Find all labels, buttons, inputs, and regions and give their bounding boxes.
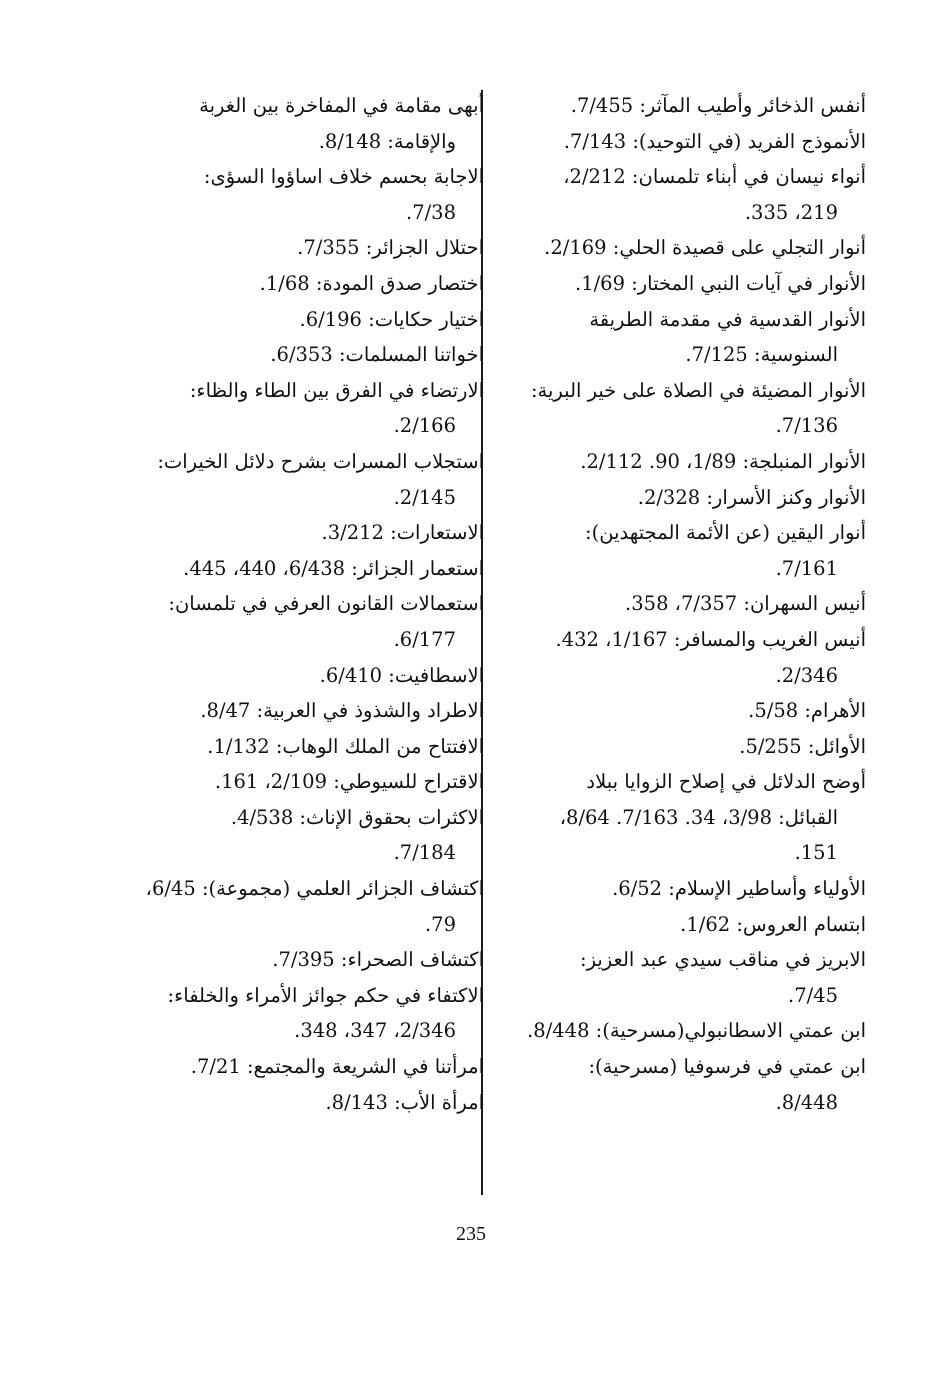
index-entry (122, 444, 484, 515)
index-entry-title: اكتشاف الصحراء: 7/395. (272, 948, 484, 972)
index-entry (122, 302, 484, 338)
index-entry-title: أنوار التجلي على قصيدة الحلي: 2/169. (544, 236, 866, 260)
index-entry (122, 871, 484, 942)
index-entry (498, 480, 866, 516)
page-number: 235 (456, 1223, 486, 1245)
index-entry (498, 266, 866, 302)
index-entry-title: ابن عمتي في فرسوفيا (مسرحية): (588, 1055, 866, 1079)
index-entry-continuation: والإقامة: 8/148. (318, 129, 456, 153)
index-entry-title: الاقتراح للسيوطي: 2/109، 161. (214, 770, 484, 794)
index-entry-continuation: 2/346، 347، 348. (294, 1019, 456, 1043)
index-entry (122, 764, 484, 800)
index-entry-title: الأنوار المضيئة في الصلاة على خير البرية: (530, 378, 866, 402)
index-entry-title: الاستعارات: 3/212. (321, 521, 484, 545)
index-entry-title: أنفس الذخائر وأطيب المآثر: 7/455. (570, 94, 866, 117)
index-entry-title: استجلاب المسرات بشرح دلائل الخيرات: (157, 449, 484, 473)
index-entry (498, 907, 866, 943)
index-entry (498, 871, 866, 907)
index-entry-title: أوضح الدلائل في إصلاح الزوايا ببلاد (586, 770, 866, 794)
index-entry-continuation: 7/45. (788, 983, 838, 1007)
index-entry-title: أبهى مقامة في المفاخرة بين الغربة (199, 94, 484, 117)
index-entry-title: استعمار الجزائر: 6/438، 440، 445. (183, 556, 484, 580)
index-entry-title: الأنموذج الفريد (في التوحيد): 7/143. (563, 129, 866, 153)
index-entry-title: الابريز في مناقب سيدي عبد العزيز: (580, 948, 866, 972)
index-entry-continuation: 2/145. (393, 485, 456, 509)
index-entry-continuation: 8/448. (775, 1090, 838, 1114)
index-entry-title: امرأتنا في الشريعة والمجتمع: 7/21. (190, 1055, 484, 1079)
index-entry-continuation: 7/161. (775, 556, 838, 580)
index-entry (498, 729, 866, 765)
index-entry (498, 622, 866, 693)
index-entry (122, 88, 484, 159)
index-entry (122, 800, 484, 871)
index-entry-continuation: 7/38. (406, 200, 456, 224)
index-entry-title: امرأة الأب: 8/143. (325, 1090, 484, 1114)
index-entry (122, 1085, 484, 1121)
index-entry-title: الاسطافيت: 6/410. (319, 663, 484, 687)
index-entry-title: الارتضاء في الفرق بين الطاء والظاء: (189, 378, 484, 402)
index-entry (122, 693, 484, 729)
index-entry-title: ابن عمتي الاسطانبولي(مسرحية): 8/448. (527, 1019, 866, 1043)
index-entry (498, 1049, 866, 1120)
index-entry (122, 230, 484, 266)
index-entry (122, 159, 484, 230)
index-entry-title: الاكثرات بحقوق الإناث: 4/538. (230, 805, 484, 829)
index-entry-title: أنواء نيسان في أبناء تلمسان: 2/212، (563, 165, 866, 189)
index-entry-continuation: 7/136. (775, 414, 838, 438)
index-entry (498, 1013, 866, 1049)
index-entry (122, 373, 484, 444)
index-entry-title: الأنوار القدسية في مقدمة الطريقة (589, 307, 866, 331)
index-entry (122, 729, 484, 765)
index-entry-title: الأنوار في آيات النبي المختار: 1/69. (575, 271, 866, 295)
index-entry-continuation: القبائل: 3/98، 34. 7/163. 8/64، (559, 805, 838, 829)
index-column-left (122, 88, 484, 1120)
index-entry-continuation: 79. (424, 912, 456, 936)
index-entry (122, 551, 484, 587)
index-entry (498, 444, 866, 480)
index-entry (498, 586, 866, 622)
index-entry-continuation: 219، 335. (744, 200, 838, 224)
index-column-right (498, 88, 866, 1120)
index-entry-title: اختصار صدق المودة: 1/68. (259, 271, 484, 295)
index-entry-title: الأنوار المنبلجة: 1/89، 90. 2/112. (580, 449, 866, 473)
index-entry (498, 942, 866, 1013)
index-entry (122, 1049, 484, 1085)
index-entry (498, 124, 866, 160)
index-entry-title: الأنوار وكنز الأسرار: 2/328. (637, 485, 866, 509)
index-entry (122, 266, 484, 302)
index-entry (498, 373, 866, 444)
index-entry-title: أنيس الغريب والمسافر: 1/167، 432. (555, 627, 866, 651)
index-entry-title: الأوائل: 5/255. (739, 734, 866, 758)
index-entry (498, 764, 866, 871)
index-entry (122, 658, 484, 694)
index-entry-continuation: 7/184. (393, 841, 456, 865)
index-entry-title: الاكتفاء في حكم جوائز الأمراء والخلفاء: (167, 983, 484, 1007)
index-entry (122, 978, 484, 1049)
index-entry-title: ابتسام العروس: 1/62. (680, 912, 866, 936)
index-entry-continuation: 6/177. (393, 627, 456, 651)
index-entry (498, 693, 866, 729)
index-entry (122, 337, 484, 373)
index-entry (498, 159, 866, 230)
index-entry-title: اختيار حكايات: 6/196. (299, 307, 484, 331)
index-entry-continuation: السنوسية: 7/125. (685, 343, 838, 367)
index-entry (122, 586, 484, 657)
index-entry (122, 515, 484, 551)
index-entry-title: أنوار اليقين (عن الأئمة المجتهدين): (585, 521, 866, 545)
index-entry-continuation: 2/346. (775, 663, 838, 687)
index-entry-title: الأولياء وأساطير الإسلام: 6/52. (612, 877, 866, 901)
index-entry-title: الأهرام: 5/58. (748, 699, 866, 723)
index-entry (122, 942, 484, 978)
index-entry-continuation: 151. (794, 841, 838, 865)
index-entry-title: احتلال الجزائر: 7/355. (297, 236, 484, 260)
index-entry-title: الاطراد والشذوذ في العربية: 8/47. (200, 699, 484, 723)
index-entry-title: استعمالات القانون العرفي في تلمسان: (168, 592, 484, 616)
index-entry-title: أنيس السهران: 7/357، 358. (625, 592, 866, 616)
index-entry (498, 515, 866, 586)
index-entry-title: الافتتاح من الملك الوهاب: 1/132. (207, 734, 484, 758)
index-entry (498, 230, 866, 266)
index-entry-title: اكتشاف الجزائر العلمي (مجموعة): 6/45، (145, 877, 484, 901)
index-entry (498, 88, 866, 124)
index-entry (498, 302, 866, 373)
index-entry-continuation: 2/166. (393, 414, 456, 438)
index-entry-title: الاجابة بحسم خلاف اساؤوا السؤى: (203, 165, 484, 189)
index-entry-title: اخواتنا المسلمات: 6/353. (270, 343, 484, 367)
